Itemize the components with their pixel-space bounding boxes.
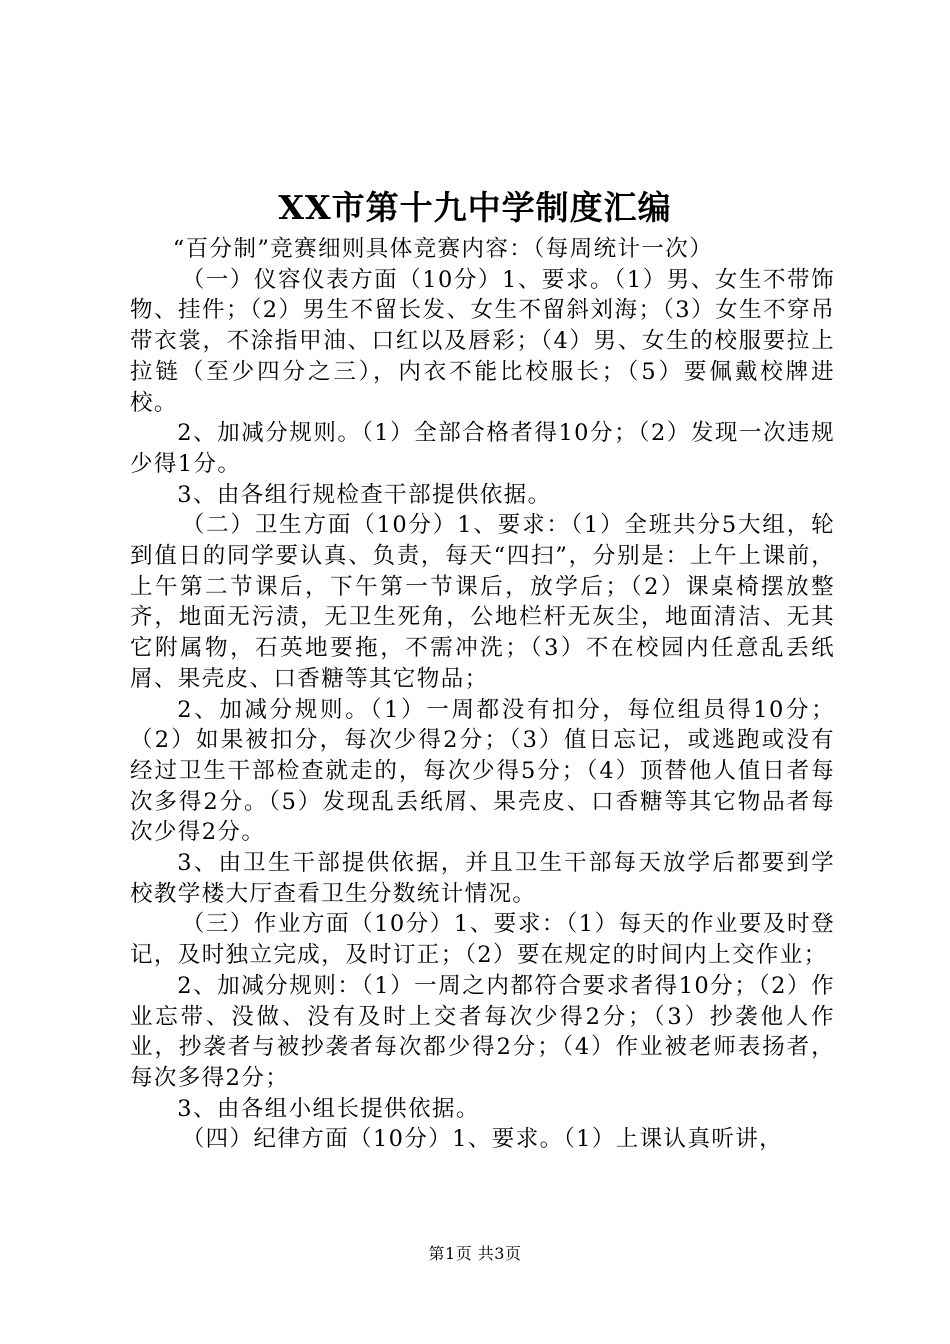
paragraph-section-1-appearance: （一）仪容仪表方面（10分）1、要求。（1）男、女生不带饰物、挂件；（2）男生不留长发、女生不留斜刘海；（3）女生不穿吊带衣裳，不涂指甲油、口红以及唇彩；（4）男、女生的校服要拉上拉链（至少四分之三），内衣不能比校服长；（5）要佩戴校牌进校。 xyxy=(130,266,835,416)
document-body xyxy=(130,234,835,1155)
paragraph-section-3-scoring: 2、加减分规则：（1）一周之内都符合要求者得10分；（2）作业忘带、没做、没有及时上交者每次少得2分；（3）抄袭他人作业，抄袭者与被抄袭者每次都少得2分；（4）作业被老师表扬者，每次多得2分； xyxy=(130,972,835,1091)
document-title: XX市第十九中学制度汇编 xyxy=(278,188,672,227)
paragraph-section-2-hygiene: （二）卫生方面（10分）1、要求：（1）全班共分5大组，轮到值日的同学要认真、负责，每天“四扫”，分别是：上午上课前，上午第二节课后，下午第一节课后，放学后；（2）课桌椅摆放整齐，地面无污渍，无卫生死角，公地栏杆无灰尘，地面清洁、无其它附属物，石英地要拖，不需冲洗；（3）不在校园内任意乱丢纸屑、果壳皮、口香糖等其它物品； xyxy=(130,512,835,692)
paragraph-section-1-evidence: 3、由各组行规检查干部提供依据。 xyxy=(177,481,552,508)
paragraph-section-2-evidence: 3、由卫生干部提供依据，并且卫生干部每天放学后都要到学校教学楼大厅查看卫生分数统计情况。 xyxy=(130,850,835,907)
paragraph-section-1-scoring: 2、加减分规则。（1）全部合格者得10分；（2）发现一次违规少得1分。 xyxy=(130,420,835,477)
paragraph-section-3-homework: （三）作业方面（10分）1、要求：（1）每天的作业要及时登记，及时独立完成，及时订正；（2）要在规定的时间内上交作业； xyxy=(130,911,835,969)
paragraph-section-4-discipline: （四）纪律方面（10分）1、要求。（1）上课认真听讲， xyxy=(181,1126,784,1153)
paragraph-intro: “百分制”竞赛细则具体竞赛内容：（每周统计一次） xyxy=(172,236,714,262)
page-footer: 第1页 共3页 xyxy=(428,1244,522,1263)
paragraph-section-3-evidence: 3、由各组小组长提供依据。 xyxy=(177,1095,480,1122)
paragraph-section-2-scoring: 2、加减分规则。（1）一周都没有扣分，每位组员得10分；（2）如果被扣分，每次少得2分；（3）值日忘记，或逃跑或没有经过卫生干部检查就走的，每次少得5分；（4）顶替他人值日者每次多得2分。（5）发现乱丢纸屑、果壳皮、口香糖等其它物品者每次少得2分。 xyxy=(130,696,835,846)
